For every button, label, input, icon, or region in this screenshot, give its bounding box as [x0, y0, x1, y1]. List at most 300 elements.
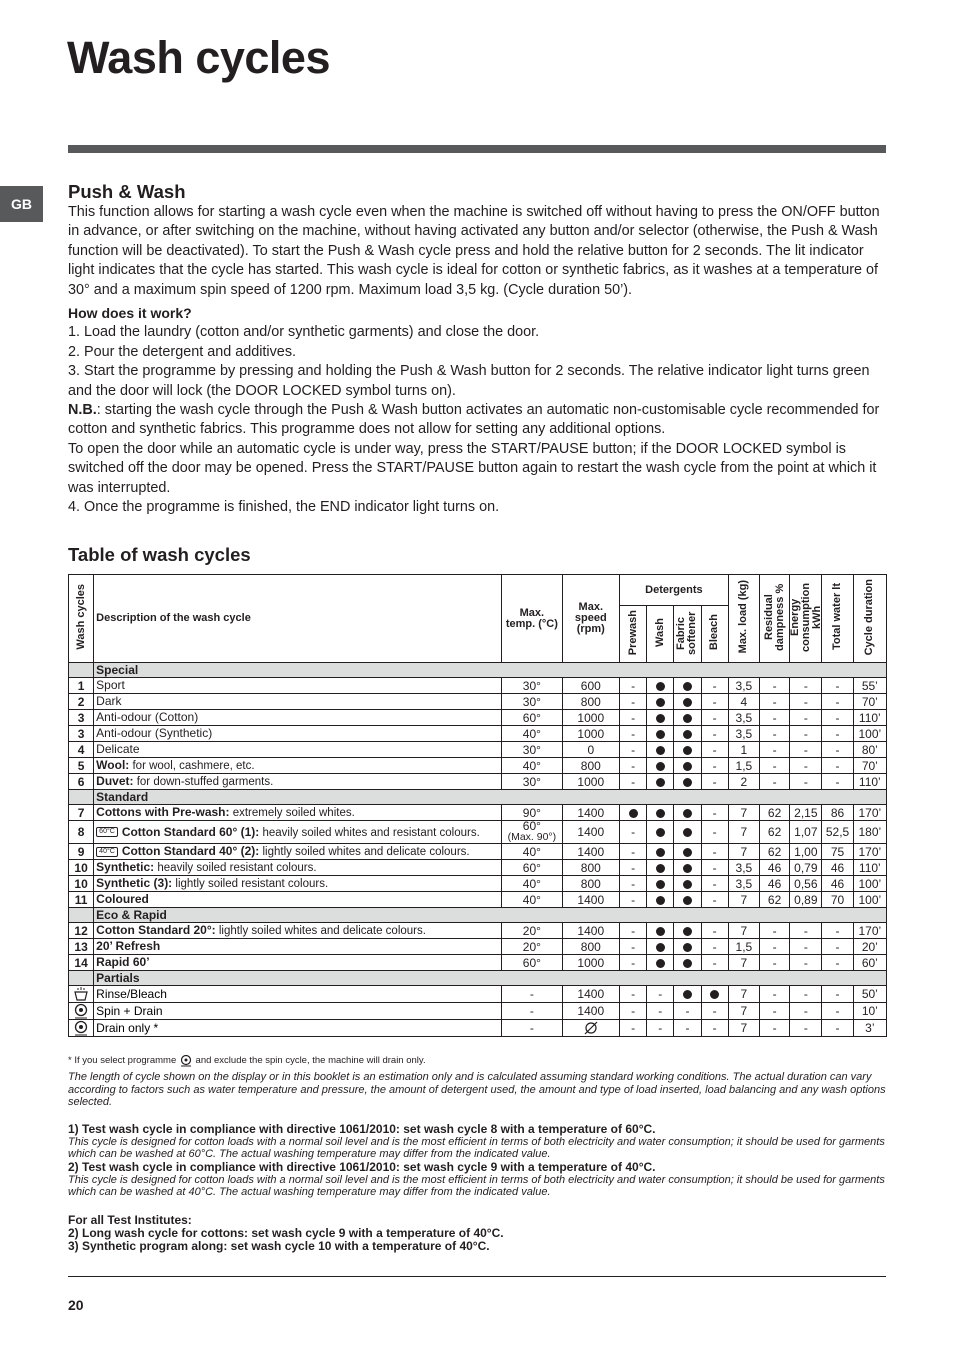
water-cell: -	[822, 742, 853, 758]
cycle-description	[94, 860, 502, 876]
water-cell: 46	[822, 876, 853, 892]
asterisk-note-pre: * If you select programme	[68, 1055, 177, 1067]
energy-cell: -	[790, 726, 822, 742]
temp-badge-icon: 40°C	[96, 847, 118, 857]
dot-mark	[656, 714, 665, 723]
header-residual-dampness: Residual dampness %	[759, 575, 789, 663]
cycle-name: Cotton Standard 40° (2):	[121, 844, 260, 858]
temp-badge-icon: 60°C	[96, 827, 118, 837]
max-temp-cell: 90°	[502, 805, 562, 821]
header-wash-cycles: Wash cycles	[69, 575, 94, 663]
group-row	[69, 790, 887, 805]
cycle-description	[94, 821, 502, 844]
wash-cell: -	[647, 1003, 674, 1020]
cycle-name: Anti-odour (Cotton)	[96, 710, 199, 724]
max-load-cell: 7	[728, 1003, 759, 1020]
bleach-cell: -	[701, 742, 728, 758]
duration-cell: 180’	[853, 821, 886, 844]
open-door-note: To open the door while an automatic cycle is under way, press the START/PAUSE button; if the DOOR LOCKED symbol is switched off the door may be opened. Press the START/PAUSE button again to restart the wash cycle from the point at which it was interrupted.	[68, 440, 877, 496]
header-max-temp: Max. temp. (°C)	[502, 575, 562, 663]
bleach-cell: -	[701, 876, 728, 892]
dot-mark	[683, 762, 692, 771]
cycle-name: Cotton Standard 20°:	[96, 923, 216, 937]
water-cell: -	[822, 758, 853, 774]
max-speed-cell: 800	[562, 758, 619, 774]
water-cell: -	[822, 955, 853, 971]
cycle-description	[94, 742, 502, 758]
cycle-name: Wool:	[96, 758, 130, 772]
title-divider	[68, 145, 886, 153]
max-temp-cell: 60°	[502, 710, 562, 726]
cycle-description	[94, 955, 502, 971]
max-temp-cell: 60°	[502, 860, 562, 876]
water-cell: -	[822, 986, 853, 1003]
energy-cell: 1,00	[790, 844, 822, 860]
dampness-cell: 46	[759, 876, 789, 892]
step-1: 1. Load the laundry (cotton and/or synthetic garments) and close the door.	[68, 324, 540, 341]
dot-mark	[656, 746, 665, 755]
cycle-icon-cell	[69, 1020, 94, 1037]
max-load-cell: 7	[728, 955, 759, 971]
bleach-cell: -	[701, 844, 728, 860]
wash-cell	[647, 821, 674, 844]
wash-cell	[647, 678, 674, 694]
max-load-cell: 3,5	[728, 678, 759, 694]
max-load-cell: 4	[728, 694, 759, 710]
max-temp-cell: -	[502, 1020, 562, 1037]
bleach-cell: -	[701, 939, 728, 955]
dot-mark	[683, 714, 692, 723]
dampness-cell: -	[759, 710, 789, 726]
table-row	[69, 774, 887, 790]
energy-cell: -	[790, 955, 822, 971]
max-load-cell: 7	[728, 986, 759, 1003]
max-load-cell: 1	[728, 742, 759, 758]
bleach-cell: -	[701, 892, 728, 908]
softener-cell	[674, 955, 701, 971]
wash-cell	[647, 844, 674, 860]
cycle-name: Synthetic:	[96, 860, 155, 874]
energy-cell: -	[790, 939, 822, 955]
dampness-cell: -	[759, 986, 789, 1003]
max-speed-cell: 800	[562, 939, 619, 955]
duration-cell: 100’	[853, 892, 886, 908]
energy-cell: 0,89	[790, 892, 822, 908]
prewash-cell: -	[619, 742, 646, 758]
energy-cell: 0,79	[790, 860, 822, 876]
max-temp-cell: 20°	[502, 939, 562, 955]
energy-cell: -	[790, 758, 822, 774]
max-temp-cell: 30°	[502, 742, 562, 758]
dampness-cell: -	[759, 726, 789, 742]
max-speed-cell: 1400	[562, 821, 619, 844]
prewash-cell: -	[619, 694, 646, 710]
wash-cell	[647, 805, 674, 821]
test2-text: This cycle is designed for cotton loads with a normal soil level and is the most efficient in terms of both electricity and water consumption; it should be used for garments which can be washed at 40°C. The actual washing temperature may differ from the indicated value.	[68, 1173, 885, 1198]
max-load-cell: 3,5	[728, 876, 759, 892]
table-row	[69, 923, 887, 939]
cycle-description	[94, 758, 502, 774]
dampness-cell: -	[759, 955, 789, 971]
header-bleach: Bleach	[701, 606, 728, 663]
dot-mark	[656, 762, 665, 771]
cycle-name: Cottons with Pre-wash:	[96, 805, 230, 819]
energy-cell: -	[790, 742, 822, 758]
water-cell: -	[822, 726, 853, 742]
bleach-cell: -	[701, 710, 728, 726]
prewash-cell: -	[619, 821, 646, 844]
energy-cell: -	[790, 694, 822, 710]
prewash-cell	[619, 805, 646, 821]
group-row	[69, 663, 887, 678]
table-row	[69, 821, 887, 844]
max-speed-cell: 1400	[562, 805, 619, 821]
cycle-description	[94, 939, 502, 955]
duration-cell: 170’	[853, 923, 886, 939]
energy-cell: -	[790, 678, 822, 694]
prewash-cell: -	[619, 860, 646, 876]
max-speed-cell: 0	[562, 742, 619, 758]
cycle-name: Coloured	[96, 892, 149, 906]
wash-cell	[647, 876, 674, 892]
cycle-name: Duvet:	[96, 774, 134, 788]
group-row	[69, 908, 887, 923]
header-detergents: Detergents	[619, 575, 728, 606]
softener-cell	[674, 844, 701, 860]
no-spin-icon	[583, 1021, 599, 1035]
max-load-cell: 3,5	[728, 726, 759, 742]
duration-cell: 20’	[853, 939, 886, 955]
dot-mark	[683, 848, 692, 857]
prewash-cell: -	[619, 923, 646, 939]
cycle-name: Drain only *	[96, 1020, 159, 1035]
energy-cell: -	[790, 1003, 822, 1020]
table-row	[69, 694, 887, 710]
table-row	[69, 758, 887, 774]
group-label: Eco & Rapid	[94, 908, 887, 923]
max-speed-cell: 800	[562, 876, 619, 892]
max-speed-cell: 800	[562, 860, 619, 876]
step-2: 2. Pour the detergent and additives.	[68, 343, 297, 360]
dot-mark	[683, 990, 692, 999]
duration-cell: 70’	[853, 758, 886, 774]
dot-mark	[683, 778, 692, 787]
push-wash-section	[68, 203, 880, 518]
duration-cell: 60’	[853, 955, 886, 971]
bleach-cell: -	[701, 821, 728, 844]
table-row	[69, 892, 887, 908]
notes-section	[68, 1054, 886, 1253]
dot-mark	[683, 682, 692, 691]
header-total-water: Total water lt	[822, 575, 853, 663]
how-heading: How does it work?	[68, 305, 192, 322]
energy-cell: 2,15	[790, 805, 822, 821]
max-speed-cell: 1400	[562, 923, 619, 939]
prewash-cell: -	[619, 726, 646, 742]
institutes-item-2: 3) Synthetic program along: set wash cycle 10 with a temperature of 40°C.	[68, 1238, 490, 1253]
table-row	[69, 1003, 887, 1020]
duration-cell: 170’	[853, 844, 886, 860]
water-cell: -	[822, 923, 853, 939]
max-speed-cell: 1400	[562, 844, 619, 860]
table-row	[69, 678, 887, 694]
energy-cell: 0,56	[790, 876, 822, 892]
max-temp-cell: 40°	[502, 844, 562, 860]
prewash-cell: -	[619, 774, 646, 790]
dampness-cell: -	[759, 742, 789, 758]
table-row	[69, 1020, 887, 1037]
energy-cell: -	[790, 1020, 822, 1037]
temp-max: (Max. 90°)	[507, 831, 557, 843]
max-load-cell: 2	[728, 774, 759, 790]
max-speed-cell: 1000	[562, 710, 619, 726]
dampness-cell: -	[759, 774, 789, 790]
wash-cell	[647, 860, 674, 876]
cycle-name: Synthetic (3):	[96, 876, 173, 890]
cycle-detail: lightly soiled resistant colours.	[172, 878, 329, 890]
wash-cell: -	[647, 1020, 674, 1037]
cycle-name: Rinse/Bleach	[96, 986, 167, 1001]
dot-mark	[683, 730, 692, 739]
prewash-cell: -	[619, 892, 646, 908]
push-wash-heading: Push & Wash	[68, 181, 186, 202]
softener-cell	[674, 694, 701, 710]
cycle-detail: lightly soiled whites and delicate colours.	[259, 846, 470, 858]
max-load-cell: 7	[728, 1020, 759, 1037]
max-speed-cell: 1400	[562, 1003, 619, 1020]
max-temp-cell	[502, 821, 562, 844]
dot-mark	[656, 927, 665, 936]
cycle-name: Rapid 60’	[96, 955, 150, 969]
table-row	[69, 876, 887, 892]
cycle-number: 7	[69, 805, 94, 821]
wash-cell	[647, 758, 674, 774]
cycle-name: Cotton Standard 60° (1):	[121, 824, 260, 839]
softener-cell	[674, 939, 701, 955]
dot-mark	[656, 848, 665, 857]
water-cell: -	[822, 1003, 853, 1020]
max-temp-cell: -	[502, 986, 562, 1003]
dot-mark	[683, 943, 692, 952]
softener-cell	[674, 774, 701, 790]
step-3: 3. Start the programme by pressing and holding the Push & Wash button for 2 seconds. The relative indicator light turns green and the door will lock (the DOOR LOCKED symbol turns on).	[68, 363, 870, 399]
cycle-number: 5	[69, 758, 94, 774]
duration-cell: 3’	[853, 1020, 886, 1037]
cycle-number: 9	[69, 844, 94, 860]
cycle-number: 3	[69, 710, 94, 726]
cycle-description	[94, 1003, 502, 1020]
header-max-speed: Max. speed (rpm)	[562, 575, 619, 663]
cycle-description	[94, 986, 502, 1003]
cycle-detail: heavily soiled resistant colours.	[154, 862, 317, 874]
dampness-cell: 62	[759, 892, 789, 908]
softener-cell	[674, 986, 701, 1003]
group-number-cell	[69, 971, 94, 986]
push-wash-intro: This function allows for starting a wash cycle even when the machine is switched off without having to press the ON/OFF button in advance, or after switching on the machine, without having activated any button and/or selector (otherwise, the Push & Wash function will be deactivated). To start the Push & Wash cycle press and hold the relative button for 2 seconds. The lit indicator light indicates that the cycle has started. This wash cycle is ideal for cotton or synthetic fabrics, as it washes at a temperature of 30° and a maximum spin speed of 1200 rpm. Maximum load 3,5 kg. (Cycle duration 50’).	[68, 204, 880, 298]
cycle-number: 4	[69, 742, 94, 758]
nb-text: : starting the wash cycle through the Push & Wash button activates an automatic non-customisable cycle recommended for cotton and synthetic fabrics. This programme does not allow for setting any additional options.	[68, 402, 880, 438]
group-label: Special	[94, 663, 887, 678]
water-cell: -	[822, 678, 853, 694]
table-heading: Table of wash cycles	[68, 544, 251, 565]
duration-note: The length of cycle shown on the display or in this booklet is an estimation only and is calculated assuming standard working conditions. The actual duration can vary according to factors such as water temperature and pressure, the amount of detergent used, the amount and type of load inserted, load balancing and any wash options selected.	[68, 1071, 886, 1108]
dot-mark	[683, 927, 692, 936]
group-number-cell	[69, 908, 94, 923]
bleach-cell: -	[701, 923, 728, 939]
table-row	[69, 860, 887, 876]
wash-cell: -	[647, 986, 674, 1003]
wash-cell	[647, 710, 674, 726]
asterisk-note	[68, 1054, 886, 1067]
dot-mark	[656, 809, 665, 818]
max-load-cell: 3,5	[728, 860, 759, 876]
nb-label: N.B.	[68, 402, 97, 419]
bleach-cell: -	[701, 726, 728, 742]
wash-cell	[647, 726, 674, 742]
header-description: Description of the wash cycle	[94, 575, 502, 663]
prewash-cell: -	[619, 710, 646, 726]
bleach-cell: -	[701, 1020, 728, 1037]
softener-cell	[674, 710, 701, 726]
bleach-cell: -	[701, 805, 728, 821]
water-cell: 52,5	[822, 821, 853, 844]
dot-mark	[683, 959, 692, 968]
cycle-number: 3	[69, 726, 94, 742]
bleach-cell: -	[701, 678, 728, 694]
institutes-item-1: 2) Long wash cycle for cottons: set wash cycle 9 with a temperature of 40°C.	[68, 1225, 504, 1240]
language-tab: GB	[0, 186, 43, 222]
dot-mark	[683, 880, 692, 889]
water-cell: 46	[822, 860, 853, 876]
dot-mark	[683, 864, 692, 873]
footer-divider	[68, 1276, 886, 1277]
spin-icon	[179, 1055, 193, 1066]
softener-cell	[674, 892, 701, 908]
group-row	[69, 971, 887, 986]
max-temp-cell: 40°	[502, 758, 562, 774]
max-load-cell: 7	[728, 923, 759, 939]
group-label: Standard	[94, 790, 887, 805]
bleach-cell: -	[701, 1003, 728, 1020]
bleach-cell: -	[701, 860, 728, 876]
duration-cell: 110’	[853, 860, 886, 876]
group-number-cell	[69, 663, 94, 678]
cycle-name: Sport	[96, 678, 125, 692]
cycle-description	[94, 726, 502, 742]
wash-cell	[647, 923, 674, 939]
test2-heading: 2) Test wash cycle in compliance with directive 1061/2010: set wash cycle 9 with a temperature of 40°C.	[68, 1159, 656, 1174]
energy-cell: 1,07	[790, 821, 822, 844]
table-row	[69, 939, 887, 955]
softener-cell: -	[674, 1003, 701, 1020]
prewash-cell: -	[619, 758, 646, 774]
max-temp-cell: -	[502, 1003, 562, 1020]
dot-mark	[656, 730, 665, 739]
cycle-number: 8	[69, 821, 94, 844]
table-row	[69, 986, 887, 1003]
cycle-description	[94, 844, 502, 860]
group-label: Partials	[94, 971, 887, 986]
energy-cell: -	[790, 923, 822, 939]
dot-mark	[710, 990, 719, 999]
asterisk-note-post: and exclude the spin cycle, the machine will drain only.	[192, 1055, 426, 1067]
max-temp-cell: 20°	[502, 923, 562, 939]
wash-cycles-table	[68, 574, 887, 1037]
water-cell: 86	[822, 805, 853, 821]
page-title: Wash cycles	[67, 32, 330, 83]
max-temp-cell: 60°	[502, 955, 562, 971]
cycle-number: 1	[69, 678, 94, 694]
duration-cell: 55’	[853, 678, 886, 694]
max-temp-cell: 40°	[502, 892, 562, 908]
softener-cell: -	[674, 1020, 701, 1037]
cycle-detail: for down-stuffed garments.	[133, 776, 274, 788]
max-load-cell: 3,5	[728, 710, 759, 726]
dot-mark	[656, 778, 665, 787]
dampness-cell: -	[759, 678, 789, 694]
water-cell: -	[822, 1020, 853, 1037]
prewash-cell: -	[619, 678, 646, 694]
duration-cell: 110’	[853, 774, 886, 790]
cycle-icon-cell	[69, 986, 94, 1003]
cycle-description	[94, 892, 502, 908]
energy-cell: -	[790, 986, 822, 1003]
group-number-cell	[69, 790, 94, 805]
dampness-cell: -	[759, 758, 789, 774]
dot-mark	[656, 880, 665, 889]
cycle-number: 2	[69, 694, 94, 710]
wash-cell	[647, 774, 674, 790]
table-row	[69, 844, 887, 860]
max-speed-cell: 1000	[562, 726, 619, 742]
spin-icon	[72, 1020, 90, 1034]
cycle-icon-cell	[69, 1003, 94, 1020]
dot-mark	[683, 896, 692, 905]
dot-mark	[656, 943, 665, 952]
header-cycle-duration: Cycle duration	[853, 575, 886, 663]
wash-cell	[647, 955, 674, 971]
softener-cell	[674, 821, 701, 844]
softener-cell	[674, 742, 701, 758]
header-prewash: Prewash	[619, 606, 646, 663]
duration-cell: 100’	[853, 726, 886, 742]
prewash-cell: -	[619, 939, 646, 955]
cycle-description	[94, 678, 502, 694]
header-energy: Energy consumption kWh	[790, 575, 822, 663]
table-row	[69, 710, 887, 726]
energy-cell: -	[790, 774, 822, 790]
cycle-number: 6	[69, 774, 94, 790]
nb-note	[68, 401, 880, 440]
dot-mark	[656, 959, 665, 968]
cycle-number: 11	[69, 892, 94, 908]
wash-cell	[647, 892, 674, 908]
dot-mark	[656, 828, 665, 837]
test1-heading: 1) Test wash cycle in compliance with directive 1061/2010: set wash cycle 8 with a temperature of 60°C.	[68, 1121, 656, 1136]
dampness-cell: -	[759, 939, 789, 955]
max-speed-cell	[562, 1020, 619, 1037]
cycle-description	[94, 774, 502, 790]
header-fabric-softener: Fabric softener	[674, 606, 701, 663]
temp-value: 60°	[522, 819, 541, 833]
dampness-cell: -	[759, 923, 789, 939]
table-row	[69, 955, 887, 971]
water-cell: 75	[822, 844, 853, 860]
wash-cell	[647, 694, 674, 710]
max-load-cell: 7	[728, 892, 759, 908]
prewash-cell: -	[619, 986, 646, 1003]
duration-cell: 70’	[853, 694, 886, 710]
